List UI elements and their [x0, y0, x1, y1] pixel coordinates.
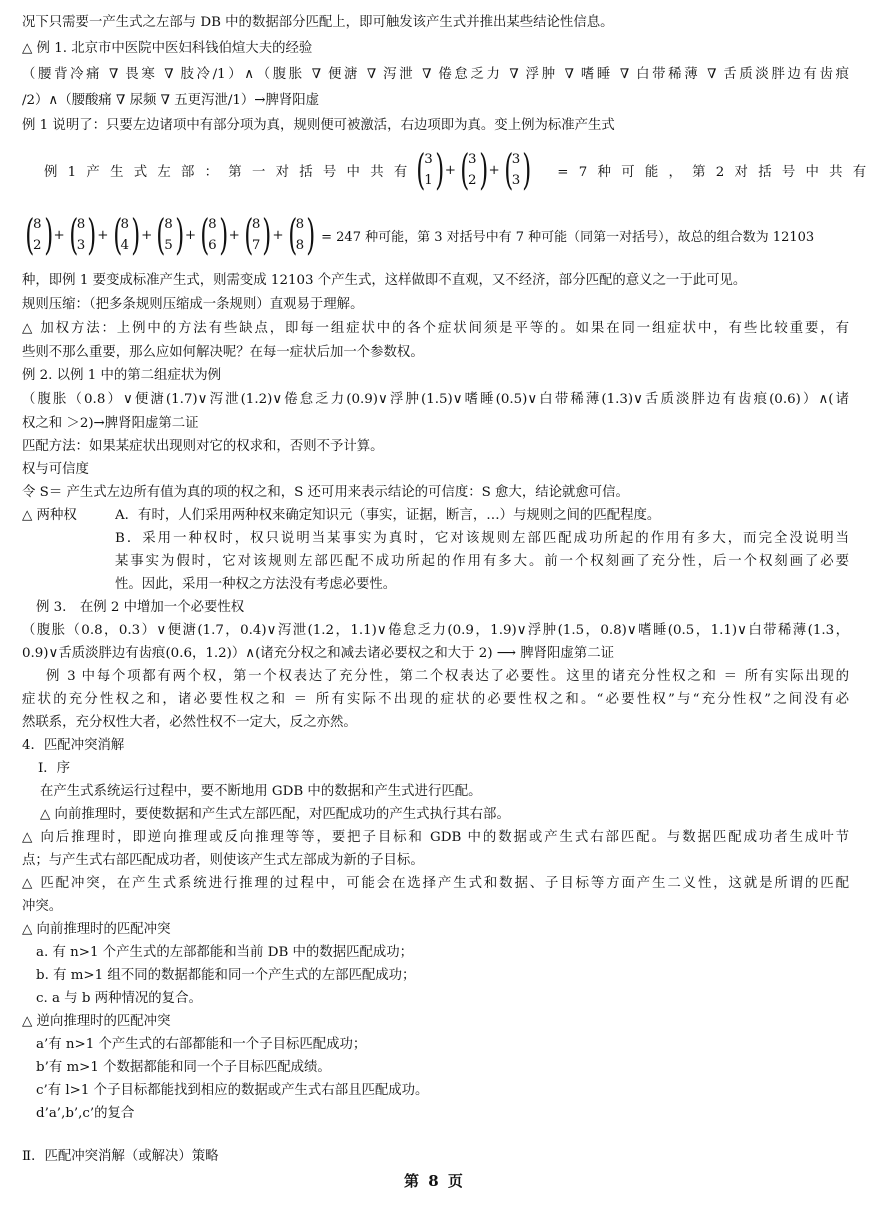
text-line: /2）∧（腰酸痛 ∇ 尿频 ∇ 五更泻泄/1）→脾肾阳虚: [22, 93, 320, 108]
plus-sign: +: [488, 162, 500, 178]
binomial: ( 8 2 ): [25, 210, 53, 259]
text-line: 然联系，充分权性大者，必然性权不一定大，反之亦然。: [22, 715, 357, 730]
binomial: ( 3 1 ): [416, 145, 445, 194]
list-item: b. 有 m>1 组不同的数据都能和同一个产生式的左部匹配成功；: [36, 968, 416, 983]
text-line: （腹胀（0.8）∨便溏(1.7)∨泻泄(1.2)∨倦怠乏力(0.9)∨浮肿(1.5)∨嗜睡(0.5)∨白带稀薄(1.3)∨舌质淡胖边有齿痕(0.6)）∧(诸: [22, 392, 849, 407]
example-2-heading: 例 2. 以例 1 中的第二组症状为例: [22, 368, 222, 383]
text-line: 点；与产生式右部匹配成功者，则使该产生式左部成为新的子目标。: [22, 853, 424, 868]
text-line: △ 加权方法：上例中的方法有些缺点，即每一组症状中的各个症状间须是平等的。如果在同一组症状中，有些比较重要，有: [22, 321, 849, 336]
plus-sign: +: [141, 227, 153, 243]
plus-sign: +: [272, 227, 284, 243]
text-line: 0.9)∨舌质淡胖边有齿痕(0.6，1.2)）∧(诸充分权之和减去诸必要权之和大于 2) ⟶ 脾肾阳虚第二证: [22, 646, 614, 661]
text-line: 某事实为假时，它对该规则左部匹配不成功所起的作用有多大。前一个权刻画了充分性，后一个权刻画了必要: [115, 554, 849, 569]
text-line: 规则压缩：（把多条规则压缩成一条规则）直观易于理解。: [22, 297, 364, 312]
text-line: 权之和 ＞2)→脾肾阳虚第二证: [22, 416, 199, 431]
binomial: ( 8 7 ): [244, 210, 272, 259]
plus-sign: +: [228, 227, 240, 243]
text-line: 种，即例 1 要变成标准产生式，则需变成 12103 个产生式，这样做即不直观，又不经济，部分匹配的意义之一于此可见。: [22, 273, 747, 288]
formula-text: = 247 种可能，第 3 对括号中有 7 种可能（同第一对括号），故总的组合数为 12103: [321, 229, 815, 245]
text-line: 令 S＝ 产生式左边所有值为真的项的权之和，S 还可用来表示结论的可信度：S 愈大，结论就愈可信。: [22, 485, 629, 500]
binomial-group-1: [413, 145, 532, 194]
text-line: （腹胀（0.8，0.3）∨便溏(1.7，0.4)∨泻泄(1.2，1.1)∨倦怠乏力(0.9，1.9)∨浮肿(1.5，0.8)∨嗜睡(0.5，1.1)∨白带稀薄(1.3，: [22, 623, 849, 638]
plus-sign: +: [444, 162, 456, 178]
example-3-heading: 例 3. 在例 2 中增加一个必要性权: [36, 600, 245, 615]
text-line: 例 3 中每个项都有两个权，第一个权表达了充分性，第二个权表达了必要性。这里的诸充分性权之和 ＝ 所有实际出现的: [46, 669, 849, 684]
binomial: ( 8 5 ): [156, 210, 185, 259]
text-line: △ 向后推理时，即逆向推理或反向推理等等，要把子目标和 GDB 中的数据或产生式右部匹配。与数据匹配成功者生成叶节: [22, 830, 849, 845]
subsection-heading: Ⅱ．匹配冲突消解（或解决）策略: [22, 1149, 219, 1164]
text-line: △ 逆向推理时的匹配冲突: [22, 1014, 171, 1029]
text-line: 况下只需要一产生式之左部与 DB 中的数据部分匹配上，即可触发该产生式并推出某些结论性信息。: [22, 15, 614, 30]
formula-row-1: [22, 145, 867, 194]
formula-text: = 7 种 可 能 ， 第 2 对 括 号 中 共 有: [557, 164, 867, 180]
binomial: ( 8 8 ): [287, 210, 316, 259]
plus-sign: +: [53, 227, 65, 243]
text-line: 在产生式系统运行过程中，要不断地用 GDB 中的数据和产生式进行匹配。: [40, 784, 482, 799]
text-line: 例 1 说明了：只要左边诸项中有部分项为真，规则便可被激活，右边项即为真。变上例为标准产生式: [22, 118, 615, 133]
list-item: a’有 n>1 个产生式的右部都能和一个子目标匹配成功；: [36, 1037, 367, 1052]
binomial: ( 3 2 ): [460, 145, 488, 194]
list-item: c. a 与 b 两种情况的复合。: [36, 991, 202, 1006]
list-item: b’有 m>1 个数据都能和同一个子目标匹配成绩。: [36, 1060, 331, 1075]
text-line: （腰背冷痛 ∇ 畏寒 ∇ 肢冷/1）∧（腹胀 ∇ 便溏 ∇ 泻泄 ∇ 倦怠乏力 ∇ 浮肿 ∇ 嗜睡 ∇ 白带稀薄 ∇ 舌质淡胖边有齿痕: [22, 67, 849, 82]
plus-sign: +: [184, 227, 197, 243]
formula-text: 例 1 产 生 式 左 部 ： 第 一 对 括 号 中 共 有: [44, 164, 408, 180]
text-line: 性。因此，采用一种权之方法没有考虑必要性。: [115, 577, 397, 592]
text-line: 些则不那么重要，那么应如何解决呢？在每一症状后加一个参数权。: [22, 345, 424, 360]
page-number: 第 8 页: [404, 1172, 465, 1190]
text-line: 症状的充分性权之和，诸必要性权之和 ＝ 所有实际不出现的症状的必要性权之和。“必要性权”与“充分性权”之间没有必: [22, 692, 849, 707]
text-line: △ 匹配冲突，在产生式系统进行推理的过程中，可能会在选择产生式和数据、子目标等方面产生二义性，这就是所谓的匹配: [22, 876, 849, 891]
section-heading: 4．匹配冲突消解: [22, 738, 125, 753]
subsection-heading: Ⅰ．序: [38, 761, 71, 776]
binomial: ( 8 4 ): [112, 210, 141, 259]
text-line: B．采用一种权时，权只说明当某事实为真时，它对该规则左部匹配成功所起的作用有多大，而完全没说明当: [115, 531, 849, 546]
binomial: ( 8 6 ): [200, 210, 228, 259]
formula-row-2: [22, 212, 849, 258]
two-weights-label: △ 两种权: [22, 508, 77, 523]
plus-sign: +: [97, 227, 109, 243]
list-item: d’a’,b’,c’的复合: [36, 1106, 135, 1121]
text-line: 匹配方法：如果某症状出现则对它的权求和，否则不予计算。: [22, 439, 384, 454]
list-item: a. 有 n>1 个产生式的左部都能和当前 DB 中的数据匹配成功；: [36, 945, 414, 960]
text-line: A．有时，人们采用两种权来确定知识元（事实，证据，断言，…）与规则之间的匹配程度。: [115, 508, 661, 523]
text-line: 冲突。: [22, 899, 63, 914]
list-item: c’有 l>1 个子目标都能找到相应的数据或产生式右部且匹配成功。: [36, 1083, 429, 1098]
example-1-heading: △ 例 1. 北京市中医院中医妇科钱伯煊大夫的经验: [22, 41, 313, 56]
section-heading: 权与可信度: [22, 462, 89, 477]
binomial: ( 8 3 ): [69, 210, 97, 259]
binomial: ( 3 3 ): [504, 145, 532, 194]
text-line: △ 向前推理时的匹配冲突: [22, 922, 171, 937]
text-line: △ 向前推理时，要使数据和产生式左部匹配，对匹配成功的产生式执行其右部。: [40, 807, 510, 822]
